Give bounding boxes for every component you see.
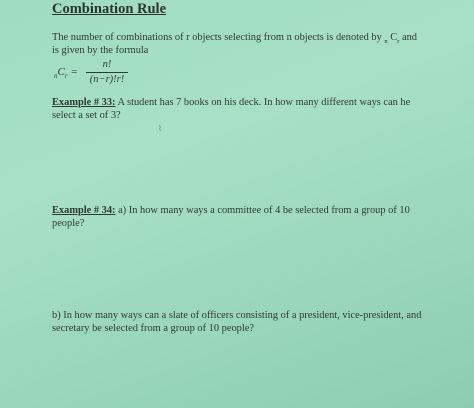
example-34b-line-2: secretary be selected from a group of 10 people?	[52, 323, 254, 334]
formula-lhs	[54, 66, 78, 80]
example-33-line-2: select a set of 3?	[52, 110, 121, 121]
example-34b-line-1: b) In how many ways can a slate of officers consisting of a president, vice-president, and	[52, 310, 422, 321]
inline-ncr-n: n	[384, 38, 388, 46]
example-34-label: Example # 34:	[52, 205, 116, 216]
formula-numerator: n!	[102, 59, 112, 70]
fraction-bar	[86, 72, 128, 73]
formula-r-subscript: r	[64, 72, 68, 81]
formula-fraction	[86, 59, 128, 86]
example-33-question: A student has 7 books on his deck. In how many different ways can he	[115, 97, 411, 108]
intro-line-2: is given by the formula	[52, 45, 149, 56]
example-34-line-2: people?	[52, 218, 85, 229]
pen-mark: ⌇	[158, 124, 162, 133]
example-33-line-1	[52, 96, 410, 109]
example-34a-question: a) In how many ways a committee of 4 be selected from a group of 10	[115, 205, 410, 216]
inline-ncr-notation	[384, 32, 400, 46]
intro-text-after: and	[399, 32, 417, 43]
inline-ncr-r: r	[397, 38, 400, 46]
page-title: Combination Rule	[52, 1, 167, 17]
intro-text-before: The number of combinations of r objects selecting from n objects is denoted by	[52, 32, 385, 43]
example-33-label: Example # 33:	[52, 97, 116, 108]
example-34-line-1	[52, 204, 410, 217]
formula-n-subscript: n	[54, 72, 58, 81]
inline-ncr-c: C	[390, 32, 398, 43]
formula-equals: =	[70, 66, 78, 78]
formula-denominator: (n−r)!r!	[89, 74, 125, 85]
formula-c-symbol: C	[57, 66, 65, 78]
